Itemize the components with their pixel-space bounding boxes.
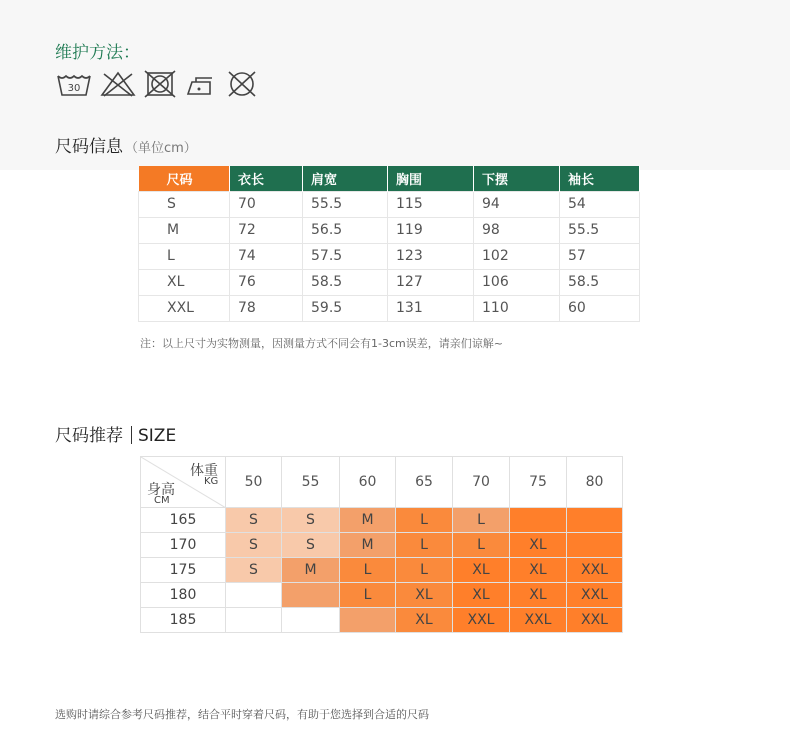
size-info-cell: 57.5: [303, 243, 388, 269]
recommend-size-cell: XL: [510, 583, 567, 608]
size-info-cell: 106: [474, 269, 560, 295]
recommend-size-cell: XXL: [567, 583, 623, 608]
recommend-size-cell: L: [396, 533, 453, 558]
size-info-cell: 78: [230, 295, 303, 321]
size-info-header-row: [139, 166, 640, 191]
recommend-size-cell: S: [226, 558, 282, 583]
size-info-cell: 119: [388, 217, 474, 243]
size-info-cell: XL: [139, 269, 230, 295]
size-info-cell: M: [139, 217, 230, 243]
recommend-size-cell: M: [282, 558, 340, 583]
height-unit: CM: [154, 495, 170, 506]
weight-header-cell: 80: [567, 457, 623, 508]
size-info-cell: 60: [560, 295, 640, 321]
size-info-cell: 58.5: [303, 269, 388, 295]
size-info-note: 注：以上尺寸为实物测量，因测量方式不同会有1-3cm误差，请亲们谅解~: [140, 337, 503, 350]
recommend-size-cell: XXL: [453, 608, 510, 633]
size-info-row: [139, 269, 640, 295]
recommend-size-cell: [282, 583, 340, 608]
size-info-row: [139, 243, 640, 269]
wash-30-icon: [56, 70, 92, 98]
no-bleach-icon: [100, 70, 136, 98]
recommend-size-cell: S: [226, 533, 282, 558]
size-info-cell: S: [139, 191, 230, 217]
recommend-size-cell: M: [340, 508, 396, 533]
recommend-size-cell: S: [282, 508, 340, 533]
recommend-title: [55, 421, 176, 446]
height-cell: 185: [141, 608, 226, 633]
recommend-size-cell: S: [226, 508, 282, 533]
recommend-size-cell: L: [396, 558, 453, 583]
recommend-size-cell: L: [340, 558, 396, 583]
recommend-size-cell: L: [396, 508, 453, 533]
recommend-size-cell: [340, 608, 396, 633]
recommend-size-cell: XL: [396, 583, 453, 608]
size-info-cell: 74: [230, 243, 303, 269]
recommend-size-cell: L: [340, 583, 396, 608]
size-info-cell: 102: [474, 243, 560, 269]
height-cell: 170: [141, 533, 226, 558]
recommend-size-cell: [567, 533, 623, 558]
size-info-cell: 58.5: [560, 269, 640, 295]
weight-header-cell: 60: [340, 457, 396, 508]
weight-header-cell: 55: [282, 457, 340, 508]
recommend-size-cell: XL: [453, 583, 510, 608]
size-info-header-cell: 肩宽: [303, 166, 388, 191]
recommend-size-cell: S: [282, 533, 340, 558]
recommend-corner-cell: [141, 457, 226, 508]
size-info-row: [139, 295, 640, 321]
size-info-cell: 76: [230, 269, 303, 295]
recommend-size-cell: [226, 583, 282, 608]
recommend-row: [141, 508, 623, 533]
weight-unit: KG: [204, 476, 219, 487]
care-icons: [56, 70, 260, 98]
weight-header-cell: 50: [226, 457, 282, 508]
recommend-table: [140, 456, 623, 633]
size-info-cell: 98: [474, 217, 560, 243]
size-info-header-cell: 下摆: [474, 166, 560, 191]
recommend-size-cell: L: [453, 508, 510, 533]
recommend-size-cell: [567, 508, 623, 533]
weight-header-cell: 75: [510, 457, 567, 508]
weight-header-cell: 70: [453, 457, 510, 508]
size-info-cell: 127: [388, 269, 474, 295]
size-info-row: [139, 217, 640, 243]
size-info-header-cell: 尺码: [139, 166, 230, 191]
size-info-cell: 131: [388, 295, 474, 321]
size-info-cell: 70: [230, 191, 303, 217]
size-info-cell: 55.5: [560, 217, 640, 243]
weight-header-cell: 65: [396, 457, 453, 508]
no-dry-clean-icon: [224, 70, 260, 98]
recommend-size-cell: XL: [510, 533, 567, 558]
size-info-header-cell: 衣长: [230, 166, 303, 191]
size-info-unit: （单位cm）: [125, 141, 197, 156]
size-info-header-cell: 袖长: [560, 166, 640, 191]
size-info-cell: 115: [388, 191, 474, 217]
height-cell: 180: [141, 583, 226, 608]
recommend-size-cell: XL: [453, 558, 510, 583]
size-info-cell: 56.5: [303, 217, 388, 243]
size-info-row: [139, 191, 640, 217]
recommend-size-cell: XL: [396, 608, 453, 633]
size-info-title: [55, 132, 197, 157]
recommend-title-text: 尺码推荐: [55, 426, 123, 446]
title-divider: [131, 426, 132, 444]
recommend-row: [141, 558, 623, 583]
recommend-title-en: SIZE: [138, 426, 177, 446]
size-info-title-text: 尺码信息: [55, 137, 123, 157]
size-info-header-cell: 胸围: [388, 166, 474, 191]
footer-note: 选购时请综合参考尺码推荐，结合平时穿着尺码，有助于您选择到合适的尺码: [55, 708, 429, 721]
no-tumble-dry-icon: [144, 70, 176, 98]
size-info-table: [138, 166, 640, 322]
size-info-cell: L: [139, 243, 230, 269]
size-info-cell: 72: [230, 217, 303, 243]
size-info-cell: 94: [474, 191, 560, 217]
size-info-cell: 55.5: [303, 191, 388, 217]
height-label: 身高: [147, 482, 175, 498]
size-info-cell: 54: [560, 191, 640, 217]
iron-low-icon: [184, 70, 216, 98]
recommend-row: [141, 583, 623, 608]
recommend-size-cell: L: [453, 533, 510, 558]
size-info-cell: 123: [388, 243, 474, 269]
recommend-size-cell: [226, 608, 282, 633]
recommend-size-cell: [510, 508, 567, 533]
recommend-size-cell: XL: [510, 558, 567, 583]
recommend-header-row: [141, 457, 623, 508]
size-info-cell: 59.5: [303, 295, 388, 321]
wash-temp-text: 30: [67, 83, 81, 94]
care-section: [0, 0, 790, 170]
recommend-row: [141, 533, 623, 558]
size-info-cell: 110: [474, 295, 560, 321]
recommend-row: [141, 608, 623, 633]
recommend-size-cell: [282, 608, 340, 633]
size-info-cell: 57: [560, 243, 640, 269]
weight-label: 体重: [190, 463, 218, 479]
recommend-size-cell: XXL: [510, 608, 567, 633]
recommend-size-cell: XXL: [567, 558, 623, 583]
size-info-cell: XXL: [139, 295, 230, 321]
height-cell: 165: [141, 508, 226, 533]
recommend-size-cell: XXL: [567, 608, 623, 633]
height-cell: 175: [141, 558, 226, 583]
care-title: 维护方法：: [55, 43, 140, 63]
recommend-size-cell: M: [340, 533, 396, 558]
